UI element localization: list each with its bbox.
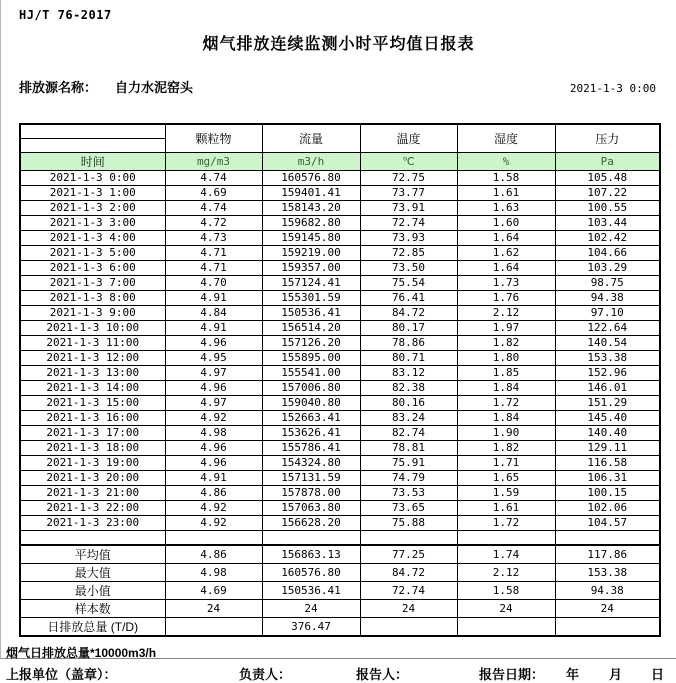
value-cell: 97.10 xyxy=(555,305,660,320)
value-cell: 4.69 xyxy=(165,185,262,200)
value-cell: 1.71 xyxy=(457,455,555,470)
value-cell: 102.06 xyxy=(555,500,660,515)
summary-value-cell: 4.98 xyxy=(165,564,262,582)
time-cell: 2021-1-3 15:00 xyxy=(20,395,165,410)
unit-flow: m3/h xyxy=(262,152,360,170)
summary-label: 日排放总量 (T/D) xyxy=(20,618,165,637)
value-cell: 157878.00 xyxy=(262,485,360,500)
value-cell: 104.57 xyxy=(555,515,660,530)
summary-value-cell: 1.74 xyxy=(457,545,555,564)
value-cell: 156514.20 xyxy=(262,320,360,335)
value-cell: 73.50 xyxy=(360,260,457,275)
value-cell: 155541.00 xyxy=(262,365,360,380)
signature-line xyxy=(6,664,676,682)
value-cell: 159357.00 xyxy=(262,260,360,275)
value-cell: 153.38 xyxy=(555,350,660,365)
summary-row xyxy=(20,618,660,637)
value-cell: 103.44 xyxy=(555,215,660,230)
meta-row xyxy=(19,77,658,93)
time-cell: 2021-1-3 8:00 xyxy=(20,290,165,305)
value-cell: 157131.59 xyxy=(262,470,360,485)
value-cell: 100.55 xyxy=(555,200,660,215)
table-row xyxy=(20,215,660,230)
time-cell: 2021-1-3 6:00 xyxy=(20,260,165,275)
time-cell: 2021-1-3 21:00 xyxy=(20,485,165,500)
blank-cell xyxy=(457,530,555,545)
report-datetime: 2021-1-3 0:00 xyxy=(569,82,656,95)
value-cell: 4.97 xyxy=(165,395,262,410)
value-cell: 4.74 xyxy=(165,200,262,215)
value-cell: 94.38 xyxy=(555,290,660,305)
time-cell: 2021-1-3 7:00 xyxy=(20,275,165,290)
spacer-body xyxy=(20,530,660,545)
value-cell: 1.72 xyxy=(457,515,555,530)
value-cell: 4.92 xyxy=(165,515,262,530)
value-cell: 80.71 xyxy=(360,350,457,365)
value-cell: 104.66 xyxy=(555,245,660,260)
value-cell: 1.61 xyxy=(457,185,555,200)
value-cell: 1.76 xyxy=(457,290,555,305)
monitoring-table xyxy=(19,123,661,637)
value-cell: 146.01 xyxy=(555,380,660,395)
summary-value-cell xyxy=(457,618,555,637)
table-row xyxy=(20,395,660,410)
header-empty-cell-top xyxy=(20,124,165,138)
unit-temperature: ℃ xyxy=(360,152,457,170)
time-column-header: 时间 xyxy=(20,152,165,170)
value-cell: 1.63 xyxy=(457,200,555,215)
value-cell: 83.24 xyxy=(360,410,457,425)
value-cell: 140.40 xyxy=(555,425,660,440)
column-header-humidity: 湿度 xyxy=(457,124,555,152)
table-row xyxy=(20,515,660,530)
value-cell: 84.72 xyxy=(360,305,457,320)
value-cell: 159040.80 xyxy=(262,395,360,410)
value-cell: 73.77 xyxy=(360,185,457,200)
value-cell: 78.86 xyxy=(360,335,457,350)
table-row xyxy=(20,455,660,470)
year-label: 年 xyxy=(566,667,580,682)
value-cell: 4.97 xyxy=(165,365,262,380)
value-cell: 1.84 xyxy=(457,410,555,425)
value-cell: 4.91 xyxy=(165,470,262,485)
value-cell: 155895.00 xyxy=(262,350,360,365)
table-row xyxy=(20,470,660,485)
summary-value-cell: 24 xyxy=(165,600,262,618)
value-cell: 4.96 xyxy=(165,335,262,350)
source-label: 排放源名称： xyxy=(19,80,98,95)
time-cell: 2021-1-3 1:00 xyxy=(20,185,165,200)
value-cell: 4.96 xyxy=(165,380,262,395)
value-cell: 4.72 xyxy=(165,215,262,230)
time-cell: 2021-1-3 19:00 xyxy=(20,455,165,470)
time-cell: 2021-1-3 5:00 xyxy=(20,245,165,260)
time-cell: 2021-1-3 17:00 xyxy=(20,425,165,440)
value-cell: 1.97 xyxy=(457,320,555,335)
value-cell: 159682.80 xyxy=(262,215,360,230)
value-cell: 157006.80 xyxy=(262,380,360,395)
summary-value-cell: 84.72 xyxy=(360,564,457,582)
time-cell: 2021-1-3 3:00 xyxy=(20,215,165,230)
table-row xyxy=(20,410,660,425)
value-cell: 4.96 xyxy=(165,440,262,455)
value-cell: 80.17 xyxy=(360,320,457,335)
value-cell: 103.29 xyxy=(555,260,660,275)
table-row xyxy=(20,320,660,335)
value-cell: 159219.00 xyxy=(262,245,360,260)
table-row xyxy=(20,200,660,215)
value-cell: 116.58 xyxy=(555,455,660,470)
summary-value-cell: 4.86 xyxy=(165,545,262,564)
blank-cell xyxy=(20,530,165,545)
summary-value-cell: 24 xyxy=(360,600,457,618)
value-cell: 75.88 xyxy=(360,515,457,530)
hourly-data-body xyxy=(20,170,660,530)
summary-value-cell: 1.58 xyxy=(457,582,555,600)
value-cell: 4.70 xyxy=(165,275,262,290)
reporter-label: 报告人： xyxy=(356,667,409,682)
value-cell: 158143.20 xyxy=(262,200,360,215)
source-name: 自力水泥窑头 xyxy=(115,80,194,95)
table-row xyxy=(20,500,660,515)
value-cell: 1.72 xyxy=(457,395,555,410)
value-cell: 160576.80 xyxy=(262,170,360,185)
value-cell: 1.58 xyxy=(457,170,555,185)
value-cell: 106.31 xyxy=(555,470,660,485)
responsible-label: 负责人： xyxy=(239,667,292,682)
footnote: 烟气日排放总量*10000m3/h xyxy=(6,646,157,660)
value-cell: 73.93 xyxy=(360,230,457,245)
table-row xyxy=(20,170,660,185)
value-cell: 2.12 xyxy=(457,305,555,320)
time-cell: 2021-1-3 2:00 xyxy=(20,200,165,215)
table-row xyxy=(20,275,660,290)
summary-value-cell: 153.38 xyxy=(555,564,660,582)
value-cell: 1.62 xyxy=(457,245,555,260)
standard-code: HJ/T 76-2017 xyxy=(19,8,112,22)
value-cell: 153626.41 xyxy=(262,425,360,440)
value-cell: 151.29 xyxy=(555,395,660,410)
value-cell: 145.40 xyxy=(555,410,660,425)
time-cell: 2021-1-3 0:00 xyxy=(20,170,165,185)
time-cell: 2021-1-3 9:00 xyxy=(20,305,165,320)
value-cell: 1.82 xyxy=(457,440,555,455)
value-cell: 122.64 xyxy=(555,320,660,335)
value-cell: 98.75 xyxy=(555,275,660,290)
value-cell: 1.64 xyxy=(457,230,555,245)
table-row xyxy=(20,365,660,380)
time-cell: 2021-1-3 14:00 xyxy=(20,380,165,395)
value-cell: 82.38 xyxy=(360,380,457,395)
value-cell: 73.91 xyxy=(360,200,457,215)
value-cell: 150536.41 xyxy=(262,305,360,320)
summary-row xyxy=(20,564,660,582)
time-cell: 2021-1-3 12:00 xyxy=(20,350,165,365)
value-cell: 1.60 xyxy=(457,215,555,230)
table-row xyxy=(20,380,660,395)
summary-value-cell: 150536.41 xyxy=(262,582,360,600)
value-cell: 4.92 xyxy=(165,500,262,515)
time-cell: 2021-1-3 4:00 xyxy=(20,230,165,245)
summary-value-cell: 72.74 xyxy=(360,582,457,600)
time-cell: 2021-1-3 23:00 xyxy=(20,515,165,530)
value-cell: 4.73 xyxy=(165,230,262,245)
time-cell: 2021-1-3 16:00 xyxy=(20,410,165,425)
value-cell: 155786.41 xyxy=(262,440,360,455)
time-cell: 2021-1-3 22:00 xyxy=(20,500,165,515)
value-cell: 75.54 xyxy=(360,275,457,290)
value-cell: 1.64 xyxy=(457,260,555,275)
summary-value-cell: 376.47 xyxy=(262,618,360,637)
time-cell: 2021-1-3 13:00 xyxy=(20,365,165,380)
value-cell: 4.91 xyxy=(165,320,262,335)
value-cell: 83.12 xyxy=(360,365,457,380)
summary-value-cell: 24 xyxy=(457,600,555,618)
value-cell: 152.96 xyxy=(555,365,660,380)
value-cell: 152663.41 xyxy=(262,410,360,425)
value-cell: 105.48 xyxy=(555,170,660,185)
value-cell: 129.11 xyxy=(555,440,660,455)
table-row xyxy=(20,230,660,245)
value-cell: 4.86 xyxy=(165,485,262,500)
value-cell: 4.91 xyxy=(165,290,262,305)
value-cell: 157124.41 xyxy=(262,275,360,290)
value-cell: 159401.41 xyxy=(262,185,360,200)
value-cell: 72.85 xyxy=(360,245,457,260)
summary-row xyxy=(20,600,660,618)
summary-value-cell xyxy=(360,618,457,637)
table-row xyxy=(20,290,660,305)
value-cell: 1.65 xyxy=(457,470,555,485)
value-cell: 159145.80 xyxy=(262,230,360,245)
summary-value-cell: 2.12 xyxy=(457,564,555,582)
summary-value-cell: 24 xyxy=(555,600,660,618)
header-empty-cell-bottom xyxy=(20,138,165,152)
value-cell: 1.80 xyxy=(457,350,555,365)
unit-humidity: % xyxy=(457,152,555,170)
report-date-label: 报告日期： xyxy=(479,667,545,682)
summary-label: 最大值 xyxy=(20,564,165,582)
blank-cell xyxy=(555,530,660,545)
value-cell: 102.42 xyxy=(555,230,660,245)
month-label: 月 xyxy=(609,667,623,682)
value-cell: 140.54 xyxy=(555,335,660,350)
header-name-row xyxy=(20,124,660,138)
value-cell: 1.61 xyxy=(457,500,555,515)
value-cell: 74.79 xyxy=(360,470,457,485)
summary-label: 平均值 xyxy=(20,545,165,564)
summary-row xyxy=(20,545,660,564)
value-cell: 1.84 xyxy=(457,380,555,395)
value-cell: 1.85 xyxy=(457,365,555,380)
value-cell: 107.22 xyxy=(555,185,660,200)
summary-label: 样本数 xyxy=(20,600,165,618)
value-cell: 73.53 xyxy=(360,485,457,500)
value-cell: 80.16 xyxy=(360,395,457,410)
value-cell: 154324.80 xyxy=(262,455,360,470)
summary-value-cell: 24 xyxy=(262,600,360,618)
summary-row xyxy=(20,582,660,600)
summary-value-cell: 156863.13 xyxy=(262,545,360,564)
time-cell: 2021-1-3 10:00 xyxy=(20,320,165,335)
blank-row xyxy=(20,530,660,545)
value-cell: 1.59 xyxy=(457,485,555,500)
column-header-flow: 流量 xyxy=(262,124,360,152)
page-title: 烟气排放连续监测小时平均值日报表 xyxy=(202,36,475,53)
summary-value-cell xyxy=(165,618,262,637)
summary-value-cell: 77.25 xyxy=(360,545,457,564)
value-cell: 72.75 xyxy=(360,170,457,185)
table-row xyxy=(20,425,660,440)
value-cell: 4.95 xyxy=(165,350,262,365)
table-row xyxy=(20,305,660,320)
value-cell: 75.91 xyxy=(360,455,457,470)
value-cell: 4.84 xyxy=(165,305,262,320)
report-unit-label: 上报单位（盖章）： xyxy=(6,667,117,682)
unit-row xyxy=(20,152,660,170)
value-cell: 1.73 xyxy=(457,275,555,290)
value-cell: 4.71 xyxy=(165,260,262,275)
table-row xyxy=(20,440,660,455)
value-cell: 72.74 xyxy=(360,215,457,230)
value-cell: 157063.80 xyxy=(262,500,360,515)
day-label: 日 xyxy=(651,667,665,682)
blank-cell xyxy=(165,530,262,545)
blank-cell xyxy=(360,530,457,545)
value-cell: 4.98 xyxy=(165,425,262,440)
time-cell: 2021-1-3 11:00 xyxy=(20,335,165,350)
value-cell: 4.74 xyxy=(165,170,262,185)
summary-body xyxy=(20,545,660,636)
column-header-pressure: 压力 xyxy=(555,124,660,152)
column-header-pm: 颗粒物 xyxy=(165,124,262,152)
summary-value-cell: 117.86 xyxy=(555,545,660,564)
table-row xyxy=(20,260,660,275)
value-cell: 156628.20 xyxy=(262,515,360,530)
value-cell: 73.65 xyxy=(360,500,457,515)
summary-label: 最小值 xyxy=(20,582,165,600)
table-row xyxy=(20,485,660,500)
table-row xyxy=(20,185,660,200)
emission-source xyxy=(19,77,193,96)
value-cell: 1.90 xyxy=(457,425,555,440)
summary-value-cell xyxy=(555,618,660,637)
summary-value-cell: 160576.80 xyxy=(262,564,360,582)
value-cell: 4.96 xyxy=(165,455,262,470)
column-header-temperature: 温度 xyxy=(360,124,457,152)
table-row xyxy=(20,245,660,260)
value-cell: 1.82 xyxy=(457,335,555,350)
unit-pressure: Pa xyxy=(555,152,660,170)
value-cell: 4.92 xyxy=(165,410,262,425)
value-cell: 155301.59 xyxy=(262,290,360,305)
value-cell: 157126.20 xyxy=(262,335,360,350)
value-cell: 78.81 xyxy=(360,440,457,455)
time-cell: 2021-1-3 20:00 xyxy=(20,470,165,485)
value-cell: 82.74 xyxy=(360,425,457,440)
summary-value-cell: 4.69 xyxy=(165,582,262,600)
summary-value-cell: 94.38 xyxy=(555,582,660,600)
value-cell: 4.71 xyxy=(165,245,262,260)
blank-cell xyxy=(262,530,360,545)
table-row xyxy=(20,335,660,350)
value-cell: 76.41 xyxy=(360,290,457,305)
value-cell: 100.15 xyxy=(555,485,660,500)
table-row xyxy=(20,350,660,365)
time-cell: 2021-1-3 18:00 xyxy=(20,440,165,455)
unit-pm: mg/m3 xyxy=(165,152,262,170)
